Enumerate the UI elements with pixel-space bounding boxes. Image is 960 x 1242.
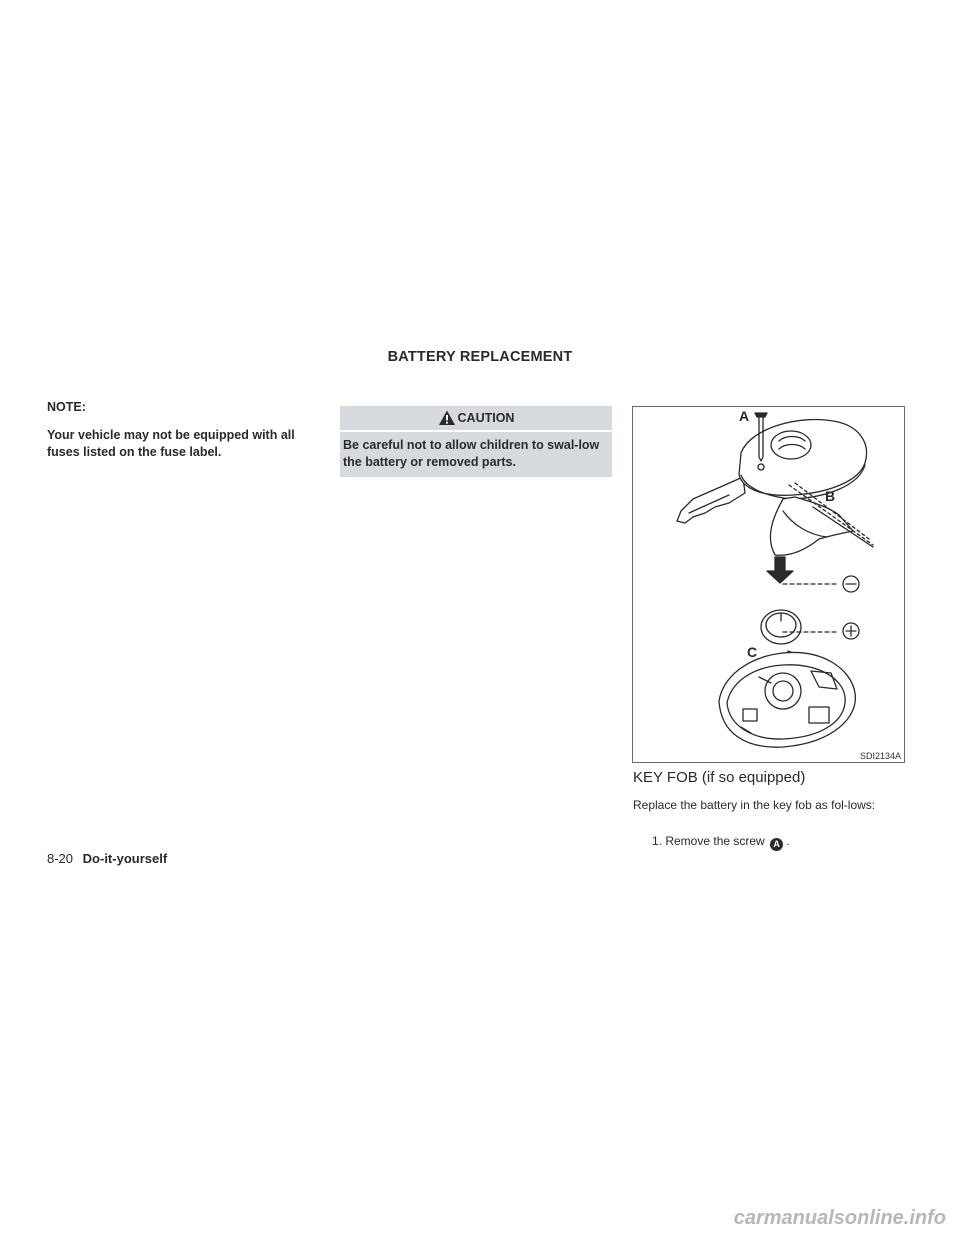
callout-b: B (825, 488, 836, 504)
warning-triangle-icon (438, 409, 456, 427)
figure-code: SDI2134A (859, 751, 901, 761)
step-1-suffix: . (786, 834, 790, 848)
note-body: Your vehicle may not be equipped with all fuses listed on the fuse label. (47, 428, 295, 459)
caution-header (340, 406, 612, 430)
page-footer (47, 851, 167, 866)
caution-box (340, 406, 612, 477)
key-fob-illustration (633, 407, 904, 762)
page-number: 8-20 (47, 851, 74, 866)
caution-title: CAUTION (457, 411, 515, 425)
section-title: BATTERY REPLACEMENT (387, 349, 573, 365)
step-1-text: 1. Remove the screw (652, 834, 765, 848)
step-1 (652, 834, 790, 851)
caution-body: Be careful not to allow children to swal-low the battery or removed parts. (340, 432, 612, 477)
callout-a: A (739, 408, 750, 424)
note-block (47, 400, 322, 461)
callout-c: C (747, 644, 758, 660)
footer-section: Do-it-yourself (82, 851, 168, 866)
watermark: carmanualsonline.info (733, 1207, 946, 1229)
key-fob-intro: Replace the battery in the key fob as fol-lows: (633, 798, 876, 812)
key-fob-figure (632, 406, 905, 763)
key-fob-heading: KEY FOB (if so equipped) (633, 769, 806, 786)
step-1-marker: A (770, 838, 783, 851)
note-label: NOTE: (47, 400, 86, 414)
